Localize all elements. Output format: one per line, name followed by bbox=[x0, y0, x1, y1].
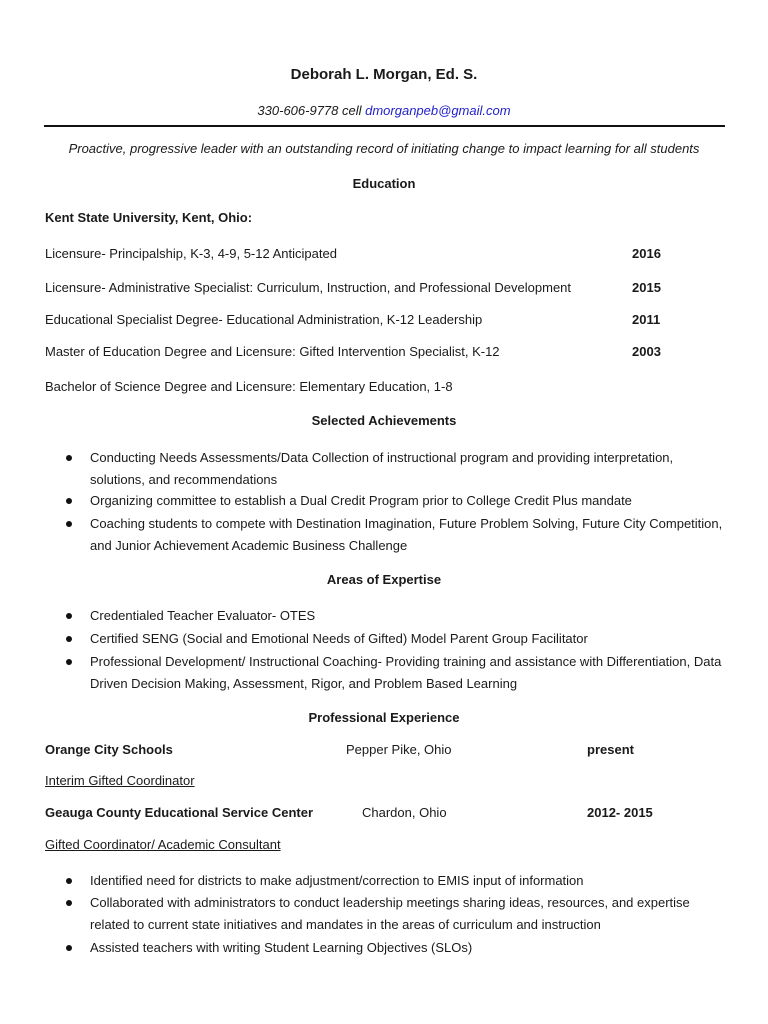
expertise-item: Certified SENG (Social and Emotional Needs of Gifted) Model Parent Group Facilitator bbox=[90, 631, 588, 646]
bullet-icon bbox=[66, 613, 72, 619]
expertise-item: Professional Development/ Instructional Coaching- Providing training and assistance with Differentiation, Data Driven Decision Making, Assessment, Rigor, and Problem Based Learning bbox=[90, 654, 722, 691]
education-item-label: Master of Education Degree and Licensure: Gifted Intervention Specialist, K-12 bbox=[45, 344, 500, 359]
achievements-heading: Selected Achievements bbox=[311, 413, 457, 428]
expertise-heading: Areas of Expertise bbox=[326, 572, 442, 587]
bullet-icon bbox=[66, 945, 72, 951]
achievement-item: Conducting Needs Assessments/Data Collection of instructional program and providing interpretation, solutions, and recommendations bbox=[90, 450, 674, 487]
education-item-year: 2011 bbox=[632, 312, 661, 327]
job-organization: Orange City Schools bbox=[45, 742, 173, 757]
experience-bullet: Collaborated with administrators to conduct leadership meetings sharing ideas, resources, and expertise related to current state initiatives and mandates in the areas of curriculum and instruction bbox=[90, 895, 690, 932]
education-item-label: Licensure- Administrative Specialist: Curriculum, Instruction, and Professional Development bbox=[45, 280, 572, 295]
bullet-icon bbox=[66, 498, 72, 504]
education-heading: Education bbox=[352, 176, 416, 191]
job-dates: 2012- 2015 bbox=[587, 805, 653, 820]
achievement-item: Organizing committee to establish a Dual Credit Program prior to College Credit Plus mandate bbox=[90, 493, 632, 508]
education-item-year: 2016 bbox=[632, 246, 661, 261]
achievement-item: Coaching students to compete with Destination Imagination, Future Problem Solving, Future City Competition, and Junior Achievement Academic Business Challenge bbox=[90, 516, 723, 553]
school-name: Kent State University, Kent, Ohio: bbox=[45, 210, 253, 225]
job-location: Chardon, Ohio bbox=[362, 805, 447, 820]
contact-line bbox=[0, 103, 768, 118]
bullet-icon bbox=[66, 455, 72, 461]
expertise-item: Credentialed Teacher Evaluator- OTES bbox=[90, 608, 316, 623]
job-role: Interim Gifted Coordinator bbox=[45, 773, 195, 788]
job-organization: Geauga County Educational Service Center bbox=[45, 805, 314, 820]
job-location: Pepper Pike, Ohio bbox=[346, 742, 452, 757]
education-item-label: Licensure- Principalship, K-3, 4-9, 5-12 Anticipated bbox=[45, 246, 337, 261]
header-divider bbox=[44, 125, 725, 127]
candidate-name: Deborah L. Morgan, Ed. S. bbox=[290, 66, 478, 83]
phone-number: 330-606-9778 cell bbox=[257, 103, 362, 118]
email-link[interactable]: dmorganpeb@gmail.com bbox=[365, 103, 511, 118]
experience-bullet: Assisted teachers with writing Student Learning Objectives (SLOs) bbox=[90, 940, 473, 955]
job-role: Gifted Coordinator/ Academic Consultant bbox=[45, 837, 281, 852]
experience-bullet: Identified need for districts to make adjustment/correction to EMIS input of information bbox=[90, 873, 584, 888]
education-item-label: Bachelor of Science Degree and Licensure: Elementary Education, 1-8 bbox=[45, 379, 453, 394]
education-item-year: 2003 bbox=[632, 344, 661, 359]
experience-heading: Professional Experience bbox=[308, 710, 460, 725]
education-item-year: 2015 bbox=[632, 280, 661, 295]
bullet-icon bbox=[66, 521, 72, 527]
education-item-label: Educational Specialist Degree- Educational Administration, K-12 Leadership bbox=[45, 312, 483, 327]
bullet-icon bbox=[66, 659, 72, 665]
tagline: Proactive, progressive leader with an outstanding record of initiating change to impact learning for all students bbox=[68, 141, 700, 156]
job-dates: present bbox=[587, 742, 634, 757]
bullet-icon bbox=[66, 636, 72, 642]
bullet-icon bbox=[66, 900, 72, 906]
bullet-icon bbox=[66, 878, 72, 884]
